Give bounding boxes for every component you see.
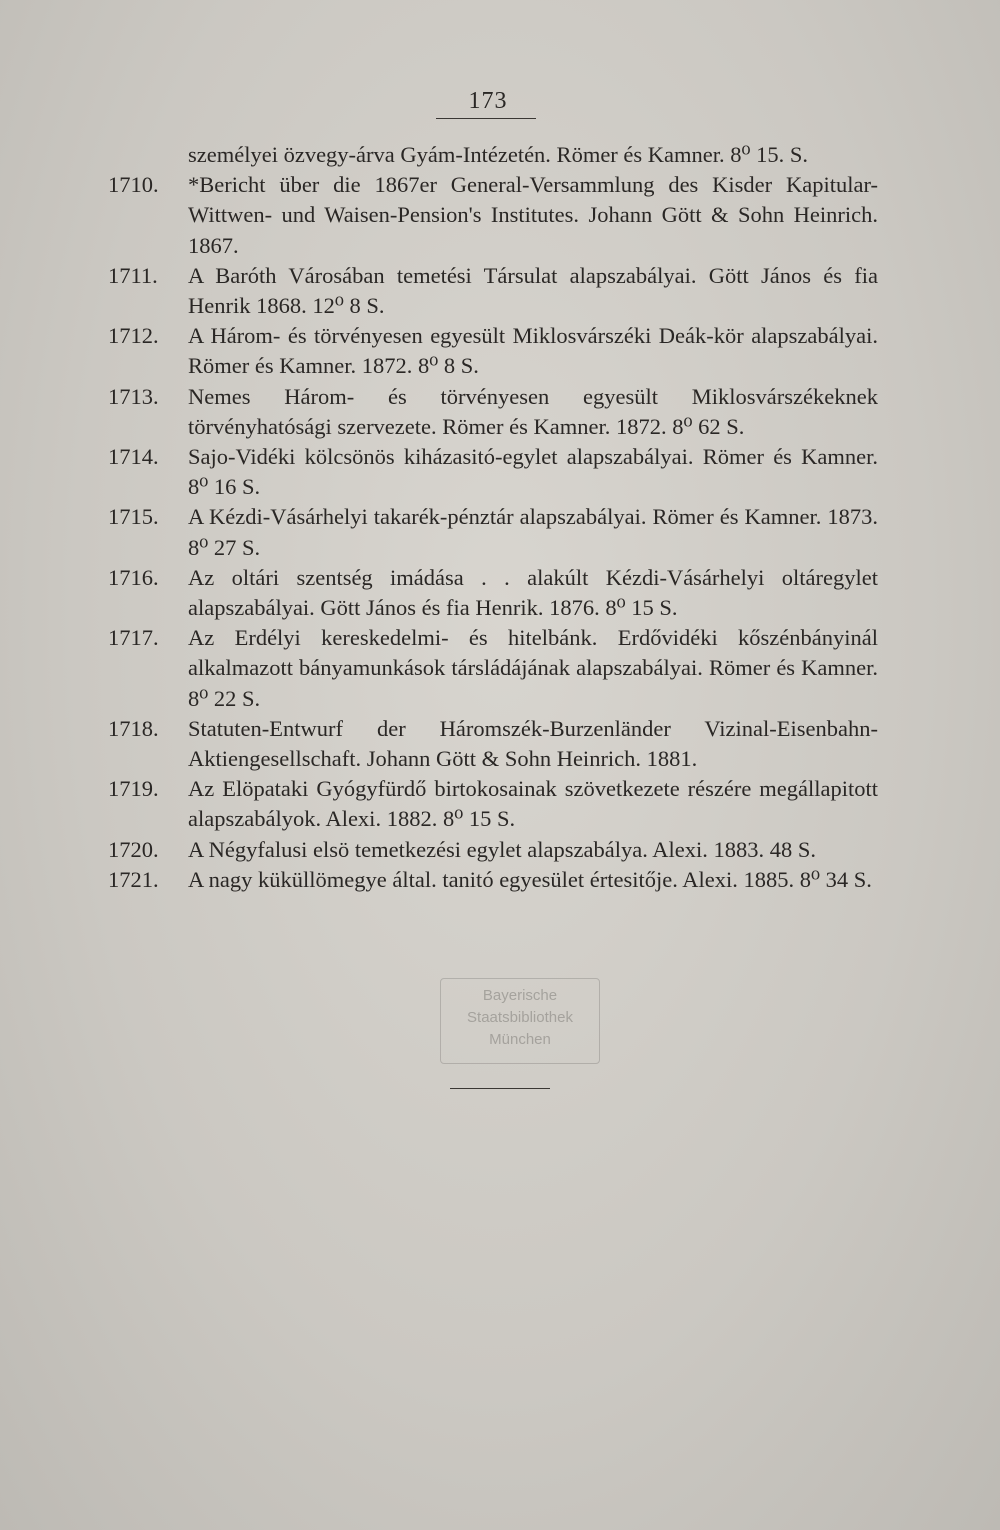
catalog-entry [108,442,878,502]
catalog-entry [108,261,878,321]
catalog-entry [108,382,878,442]
catalog-entry [108,170,878,261]
catalog-entry [108,502,878,562]
entry-number: 1720. [108,836,159,862]
entry-text: Az oltári szentség imádása . . alakúlt Kézdi-Vásárhelyi oltáregylet alapszabályai. Gött János és fia Henrik. 1876. 8⁰ 15 S. [188,564,878,621]
page-number-rule [436,118,536,119]
entry-text: A nagy küküllömegye által. tanitó egyesület értesitője. Alexi. 1885. 8⁰ 34 S. [188,866,872,892]
catalog-entry [108,835,878,865]
entry-text: A Kézdi-Vásárhelyi takarék-pénztár alapszabályai. Römer és Kamner. 1873. 8⁰ 27 S. [188,504,878,560]
stamp-line: Bayerische [482,987,558,1004]
stamp-line: Staatsbibliothek [467,1009,573,1026]
entry-text: Nemes Három- és törvényesen egyesült Miklosvárszékeknek törvényhatósági szervezete. Römer és Kamner. 1872. 8⁰ 62 S. [188,383,878,439]
entry-number: 1715. [108,504,159,530]
entry-number: 1710. [108,172,159,198]
end-rule [450,1088,550,1089]
entry-number: 1721. [108,866,159,892]
entry-number: 1711. [108,262,158,288]
catalog-entry [108,714,878,774]
continued-entry-text: személyei özvegy-árva Gyám-Intézetén. Römer és Kamner. 8⁰ 15. S. [188,142,809,167]
entry-text: Statuten-Entwurf der Háromszék-Burzenländer Vizinal-Eisenbahn-Aktiengesellschaft. Johann Gött & Sohn Heinrich. 1881. [188,715,878,772]
library-stamp [440,978,600,1064]
entry-number: 1714. [108,444,159,470]
catalog-entry [108,865,878,895]
entry-number: 1716. [108,564,159,590]
entry-number: 1718. [108,715,159,741]
entry-number: 1713. [108,383,159,409]
entry-text: A Baróth Városában temetési Társulat alapszabályai. Gött János és fia Henrik 1868. 12⁰ 8 S. [188,262,878,319]
stamp-line: München [489,1031,551,1048]
entry-number: 1717. [108,625,159,651]
catalog-entries [108,140,878,895]
entry-text: *Bericht über die 1867er General-Versammlung des Kisder Kapitular-Wittwen- und Waisen-Pension's Institutes. Johann Gött & Sohn Heinrich. 1867. [188,172,878,258]
entry-number: 1712. [108,323,159,349]
page-number: 173 [468,88,508,114]
entry-text: Sajo-Vidéki kölcsönös kiházasitó-egylet alapszabályai. Römer és Kamner. 8⁰ 16 S. [188,444,878,500]
catalog-entry [108,563,878,623]
entry-text: Az Elöpataki Gyógyfürdő birtokosainak szövetkezete részére megállapitott alapszabályok. Alexi. 1882. 8⁰ 15 S. [188,776,878,832]
entry-text: Az Erdélyi kereskedelmi- és hitelbánk. Erdővidéki kőszénbányinál alkalmazott bányamunkások társládájának alapszabályai. Römer és Kamner. 8⁰ 22 S. [188,625,878,711]
entry-text: A Három- és törvényesen egyesült Miklosvárszéki Deák-kör alapszabályai. Römer és Kamner. 1872. 8⁰ 8 S. [188,323,878,379]
entry-text: A Négyfalusi elsö temetkezési egylet alapszabálya. Alexi. 1883. 48 S. [188,836,816,862]
catalog-entry [108,321,878,381]
catalog-entry [108,623,878,714]
catalog-entry [108,774,878,834]
entry-number: 1719. [108,776,159,802]
